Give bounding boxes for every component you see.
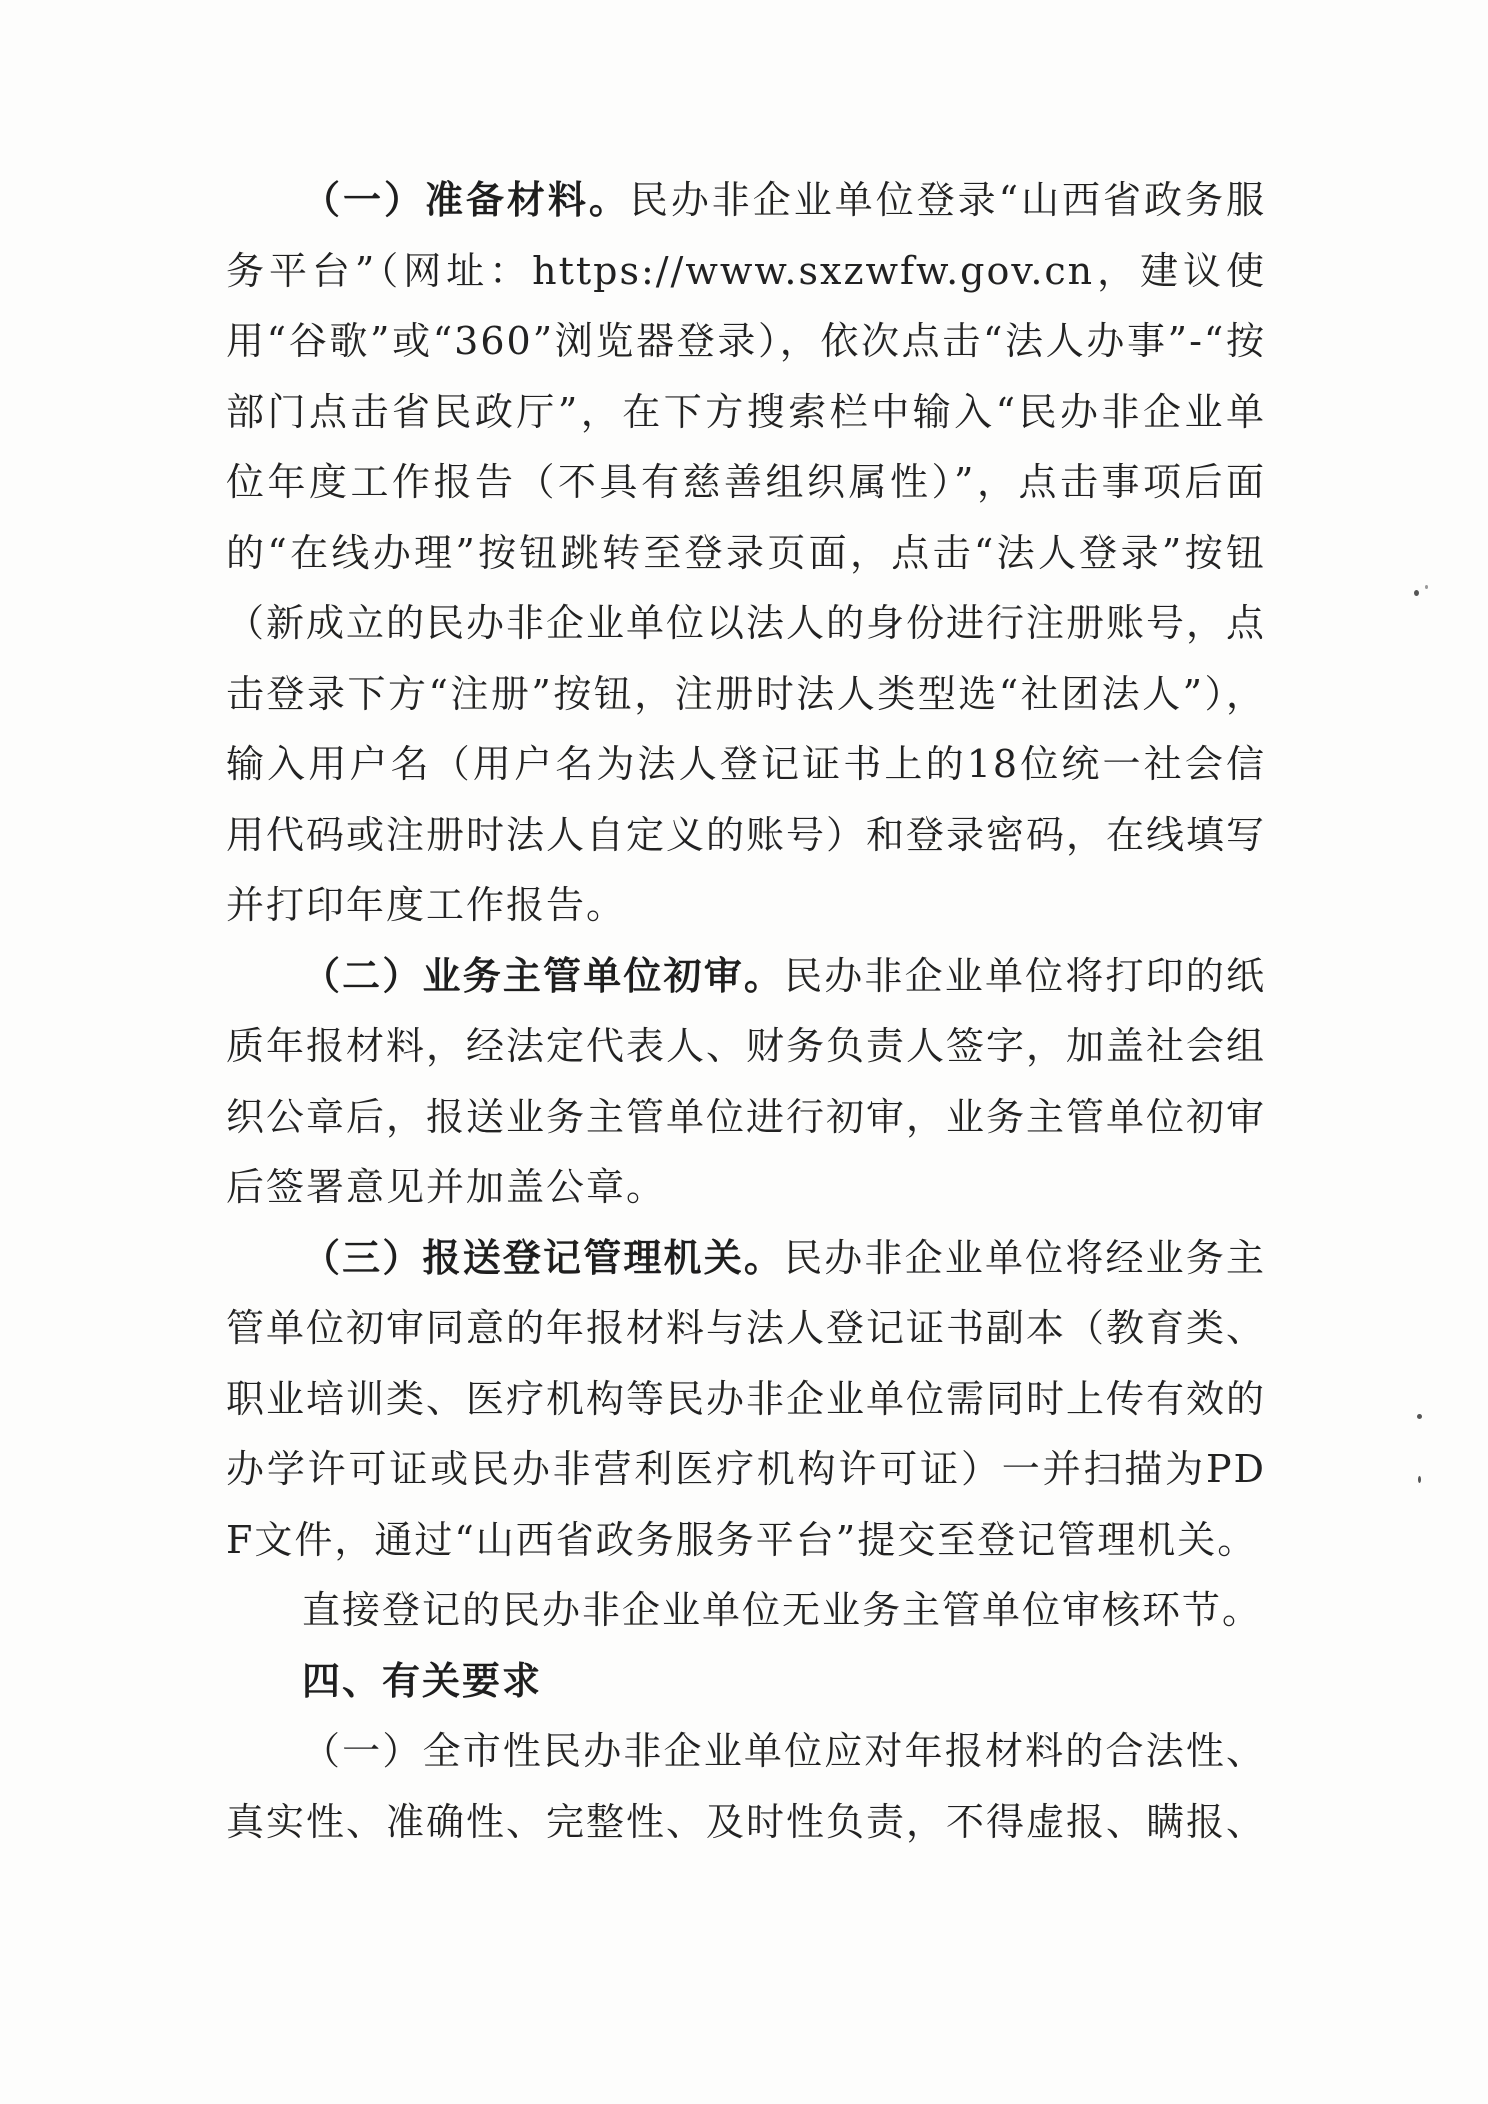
paragraph-lead: （三）报送登记管理机关。 (302, 1235, 785, 1280)
section-heading: 四、有关要求 (302, 1658, 543, 1703)
paragraph-lead: （一）准备材料。 (302, 178, 630, 222)
paragraph-lead: （二）业务主管单位初审。 (302, 953, 785, 998)
paragraph-requirements: （一）全市性民办非企业单位应对年报材料的合法性、真实性、准确性、完整性、及时性负责，不得虚报、瞒报、 (226, 1729, 1267, 1844)
scan-speck (1417, 1414, 1422, 1419)
paragraph-preliminary-review (226, 941, 1266, 1223)
document-body (226, 165, 1266, 1857)
paragraph-text: 民办非企业单位将经业务主管单位初审同意的年报材料与法人登记证书副本（教育类、职业培训类、医疗机构等民办非企业单位需同时上传有效的办学许可证或民办非营利医疗机构许可证）一并扫描为PDF文件，通过“山西省政务服务平台”提交至登记管理机关。 (226, 1235, 1267, 1562)
scan-speck (1425, 585, 1428, 589)
scan-speck (1414, 590, 1419, 596)
paragraph-text: 直接登记的民办非企业单位无业务主管单位审核环节。 (302, 1588, 1263, 1632)
paragraph-text: 民办非企业单位登录“山西省政务服务平台”（网址：https://www.sxzwfw.gov.cn，建议使用“谷歌”或“360”浏览器登录），依次点击“法人办事”-“按部门点击省民政厅”，在下方搜索栏中输入“民办非企业单位年度工作报告（不具有慈善组织属性）”，点击事项后面的“在线办理”按钮跳转至登录页面，点击“法人登录”按钮（新成立的民办非企业单位以法人的身份进行注册账号，点击登录下方“注册”按钮，注册时法人类型选“社团法人”），输入用户名（用户名为法人登记证书上的18位统一社会信用代码或注册时法人自定义的账号）和登录密码，在线填写并打印年度工作报告。 (226, 178, 1267, 927)
paragraph-text: 民办非企业单位将打印的纸质年报材料，经法定代表人、财务负责人签字，加盖社会组织公章后，报送业务主管单位进行初审，业务主管单位初审后签署意见并加盖公章。 (226, 953, 1267, 1209)
scan-speck (1418, 1476, 1421, 1483)
paragraph-direct-registration (226, 1575, 1266, 1646)
paragraph-submit-registration (226, 1223, 1266, 1576)
paragraph-prepare-materials (226, 165, 1266, 941)
